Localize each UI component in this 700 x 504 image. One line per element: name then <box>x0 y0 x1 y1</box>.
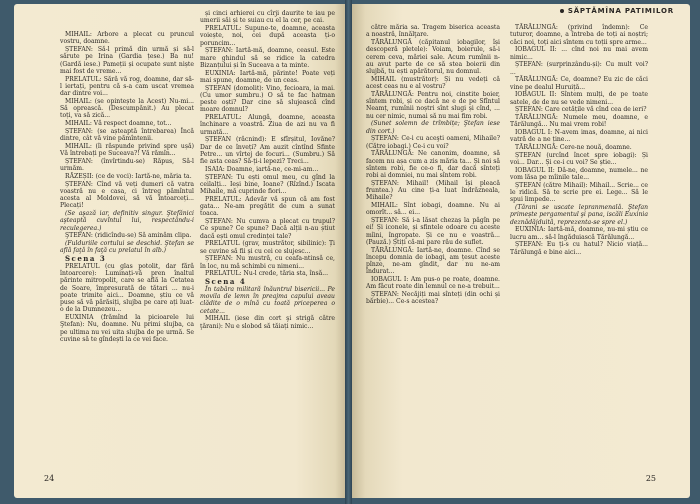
dialogue-line: ȘTEFAN: Ce-i cu aceşti oameni, Mihaile? (Către iobagi.) Ce-i cu voi? <box>366 135 500 150</box>
dialogue-line: TĂRĂLUNGĂ: Iartă-ne, doamne. Cînd se începu domnia de iobagi, am țesut aceste pînze, ne-am gîndit, dar nu ne-am îndurat... <box>366 246 500 276</box>
dialogue-line: IOBAGUL I: Am pus-o pe roate, doamne. Am făcut roate din lemnul ce ne-a trebuit... <box>366 276 500 291</box>
page-number: 24 <box>44 473 55 483</box>
dialogue-line: TĂRĂLUNGĂ: Ne canonim, doamne, să facem nu așa cum a zis măria ta... Și noi să sîntem robi, fie ce-o fi, dar dacă sînteți robi ai domniei, nu mai sîntem robi. <box>366 150 500 179</box>
book-spine <box>345 0 352 504</box>
dialogue-line: PRELATUL: Supune-te, doamne, aceasta voiește, noi, cei după aceasta ți-o poruncim... <box>200 25 335 47</box>
dialogue-line: ȘTEFAN: Care cetățile vă cînd cea de ieri? <box>515 106 647 114</box>
dialogue-line: MIHAIL: Sînt iobagi, doamne. Nu ai omorît... să... ei... <box>366 202 500 217</box>
dialogue-line: ȘTEFAN: (învîrtindu-se) Răpus, Să-l urmăm. <box>60 157 194 172</box>
right-page <box>352 4 690 498</box>
left-page <box>14 4 345 498</box>
dialogue-line: ȘTEFAN: (surprinzându-și): Cu mult voi? ... <box>510 61 648 76</box>
dialogue-line: PRELATUL: Sără vă rog, doamne, dar să-l iertați, pentru că s-a cam uscat vremea dar dintre voi... <box>60 75 194 97</box>
dialogue-line: ȘTEFAN: Eu ți-s cu hatul? Nicio viață... Tărălungă e bine aici... <box>510 241 648 256</box>
dialogue-line: ȘTEFAN: Nu cumva a plecat cu trupul? Ce spune? Ce spune? Dacă alții n-au știut dacă ești omul credinței tale? <box>200 218 335 240</box>
dialogue-line: PRELATUL (grav, mustrător, sibilinic): Ți se cuvine să fii și cu cei ce slujesc... <box>200 240 335 255</box>
left-col2-paragraphs <box>200 10 335 278</box>
dialogue-line: MIHAIL: (îi răspunde privind spre ușă) Vă întrebați pe Suceava?! Vă rămîn... <box>60 142 194 157</box>
dialogue-line: MIHAIL: Vă respect doamne, tot... <box>65 120 172 127</box>
left-col2-scene-paragraphs <box>200 286 335 330</box>
stage-direction: (Tărani se uscate lepranmenală. Ştefan primește pergamentul şi pana, iscăli Euxinia deznădăjduită, reprezenta-se spre el.) <box>510 204 648 226</box>
dialogue-line: ŞTEFAN: (ridicîndu-se) Să aminăm clipa. <box>65 232 192 240</box>
dialogue-line: MIHAIL (mustrător): Și nu vedeți că acest ceas nu e al vostru? <box>366 75 500 90</box>
header-title: SĂPTĂMÎNA PATIMILOR <box>567 7 674 15</box>
right-column-1 <box>366 24 500 306</box>
dialogue-line: ȘTEFAN: Să i-a lăsat chezaș la păgîn pe ei! Și iconele, și sfintele odoare cu aceste mîini, îngropate. Și ce nu e voastră... (Pauză.) Știți că-mi pare rău de suflet. <box>366 217 500 246</box>
dialogue-line: și cinci arhierei cu cîrji daurite te iau pe umerii săi și te suiau cu el la cer, pe cai. <box>200 10 335 25</box>
dialogue-line: ȘTEFAN (răcnind): E sfîrșitul, Iovăne? Dar de ce înveți? Am auzit cîntînd Sfinte Petre... un vîrtej de focuri... (Sumbru.) Să fie asta ceas? Să-ți-i lepezi? Treci... <box>200 136 335 165</box>
stage-direction: În tabăra militară înăuntrul bisericii... Pe movila de lemn în preajma capului aveau clădite de o mînă cu toată priceperea o cetate... <box>200 285 335 315</box>
dialogue-line: TĂRĂLUNGĂ: (privind îndemn): Ce tuturor, doamne, a întreba de toți ai noștri; căci noi, toți aici sîntem cu toții spre arme... <box>510 24 648 46</box>
scene-heading: Scena 3 <box>65 254 107 263</box>
dialogue-line: IOBAGUL I: N-avem imas, doamne, ai nici vatră de a ne ține... <box>510 129 648 144</box>
dialogue-line: ȘTEFAN (către Mihail): Mihail... Scrie... ce le ridică. Să te scrie pre ei. Lege... Să le spui limpede... <box>510 181 648 204</box>
dialogue-line: IOBAGUL II: Dă-ne, doamne, numele... ne vom lăsa pe mîinile tale... <box>510 166 648 181</box>
dialogue-line: ȘTEFAN (domolit): Vino, fecioara, ia mai. (Cu umor sumbru.) O să te fac hatman peste oști? Dar cine să slujească cînd moare domnul? <box>200 84 335 114</box>
left-col1-paragraphs <box>60 31 194 255</box>
dialogue-line: PRELATUL: Nu-l crede, tăria sta, însă... <box>205 270 329 278</box>
dialogue-line: IOBAGUL II: ... cînd noi nu mai avem nimic... <box>510 46 648 61</box>
dialogue-line: EUXINIA: Iartă-mă, doamne, nu-mi știu ce lucru am... să-l îngăduiască Tărălungă... <box>510 226 648 241</box>
stage-direction: (Sunet solemn de trîmbițe; Ştefan iese din cort.) <box>366 120 500 135</box>
running-header <box>560 8 674 15</box>
dialogue-line: IOBAGUL II: Sîntem mulți, de pe toate satele, de de nu se vede nimeni... <box>510 91 648 106</box>
dialogue-line: către măria sa. Tragem biserica aceasta a noastră, înnălţare. <box>366 24 500 39</box>
dialogue-line: MIHAIL: Arbore a plecat cu pruncul vostru, doamne. <box>60 31 194 46</box>
page-number: 25 <box>645 473 656 483</box>
dialogue-line: ȘTEFAN: Iartă-mă, doamne, ceasul. Este mare ghindul să se ridice la catedra Bizanțului și în Suceava a ta minte. <box>200 47 335 69</box>
dialogue-line: ȘTEFAN: Mihail! (Mihail își pleacă fruntea.) Au cine ți-a luat îndrăzneala, Mihaile? <box>366 179 500 202</box>
dialogue-line: PRELATUL: Alungă, doamne, aceasta închinare a voastră. Ziua de azi nu va fi urmată... <box>200 114 335 136</box>
dialogue-line: PRELATUL: Adevăr vă spun că am fost gata... Ne-am pregătit de cum a sunat toaca. <box>200 195 335 218</box>
dialogue-line: EUXINIA: Iartă-mă, părinte! Poate veți mai spune, doamne, de un ceas. <box>200 69 335 84</box>
dialogue-line: TĂRĂLUNGĂ: Pentru noi, cinstite boier, sîntem robi, și ce dacă ne e de pe Sfîntul Neamț, rumînii noștri sînt slugi și cînd, ... nu cer nimic, numai să nu mai fim robi. <box>366 90 500 120</box>
scene-heading: Scena 4 <box>205 277 247 286</box>
dialogue-line: MIHAIL (iese din cort şi strigă către ţărani): Nu e slobod să tăiați nimic... <box>200 315 335 330</box>
dialogue-line: ȘTEFAN: Nu mustră, cu ceafa-ntinsă ce, în loc, nu mă schimbi cu nimeni... <box>200 255 335 270</box>
dialogue-line: TĂRĂLUNGĂ: Numele meu, doamne, e Tărălungă... Nu mai vrem robi! <box>510 114 648 129</box>
right-col2-paragraphs <box>510 24 648 256</box>
dialogue-line: RĂZEȘII: (ce de voci): Iartă-ne, măria ta. <box>65 172 192 180</box>
dialogue-line: TĂRĂLUNGĂ (căpitanul iobagilor, își descoperă pletele): Voiam, boierule, să-i cerem ceva, măriei sale. Acum rumînii n-au avut parte de ce să stea boierii din slujbă, tu ești apărătorul, nu domnul. <box>366 39 500 75</box>
dialogue-line: ȘTEFAN: Să-l primă din urmă și să-l sărute pe Irina (Gardia țese.) Ba nu! (Gardă iese.) Pameții și ocupate sunt niște mai fost de vreme... <box>60 46 194 75</box>
dialogue-line: EUXINIA (frămînd la picioarele lui Ştefan): Nu, doamne. Nu primi slujba, ca pe ultima nu vei uita slujba de pe urmă. Se cuvine să te gîndești la ce vei face. <box>60 314 194 343</box>
bullet-icon <box>560 9 564 13</box>
dialogue-line: PRELATUL (cu glas potolit, dar fără întoarcere): Luminați-vă pren înaltul părinte mitropolit, care se află la Cetatea de Soare, împresurată de tătari ... nu-i poate trimite aici... Doamne, știu ce vă puse să vă părăsiți, slujba pe care ați luat-o de la Dumnezeu... <box>60 262 194 314</box>
dialogue-line: ȘTEFAN: (se așteaptă întrebarea) Încă dintre, cât vă vine pămîntenii. <box>60 127 194 142</box>
stage-direction: (Se aşază iar, definitiv singur. Ştefănici aşteaptă cuvîntul lui, respectându-i reculegerea.) <box>60 210 194 232</box>
dialogue-line: ȘTEFAN: Tu ești omul meu, cu gînd la ceilalți... Ieși bine, Ioane? (Rîzînd.) Iscata Mihaile, mă cuprinde fiori... <box>200 173 335 195</box>
dialogue-line: ȘTEFAN: Necăjiți mai sînteți (din ochi și bărbie)... Ce-s acestea? <box>366 291 500 306</box>
dialogue-line: MIHAIL: (se opintește la Acest) Nu-mi... Să oprească. (Descumpănit.) Au plecat toți, va să zică... <box>60 97 194 120</box>
stage-direction: (Fulduriile cortului se deschid. Ştefan se află faţă în faţă cu prelatul în alb.) <box>60 240 194 255</box>
right-column-2 <box>510 24 648 256</box>
left-column-2 <box>200 10 335 330</box>
dialogue-line: ȘTEFAN: Cînd vă veți dumeri că vatra voastră nu e casa, ci întreg pămîntul acesta al Moldovei, să vă întoarceți... Plecați! <box>60 180 194 210</box>
dialogue-line: TĂRĂLUNGĂ: Ce, doamne? Eu zic de căci vine pe dealul Huruiță... <box>510 76 648 91</box>
right-col1-paragraphs <box>366 24 500 306</box>
dialogue-line: ISAIA: Doamne, iartă-ne, ce-mi-am... <box>205 165 319 173</box>
left-column-1 <box>60 31 194 344</box>
dialogue-line: TĂRĂLUNGĂ: Cere-ne nouă, doamne. <box>515 144 632 151</box>
dialogue-line: ȘTEFAN (urcînd încet spre iobagi): Și voi... Dar... Și ce-i cu voi? Se știe... <box>510 151 648 166</box>
left-col1-scene-paragraphs <box>60 263 194 343</box>
